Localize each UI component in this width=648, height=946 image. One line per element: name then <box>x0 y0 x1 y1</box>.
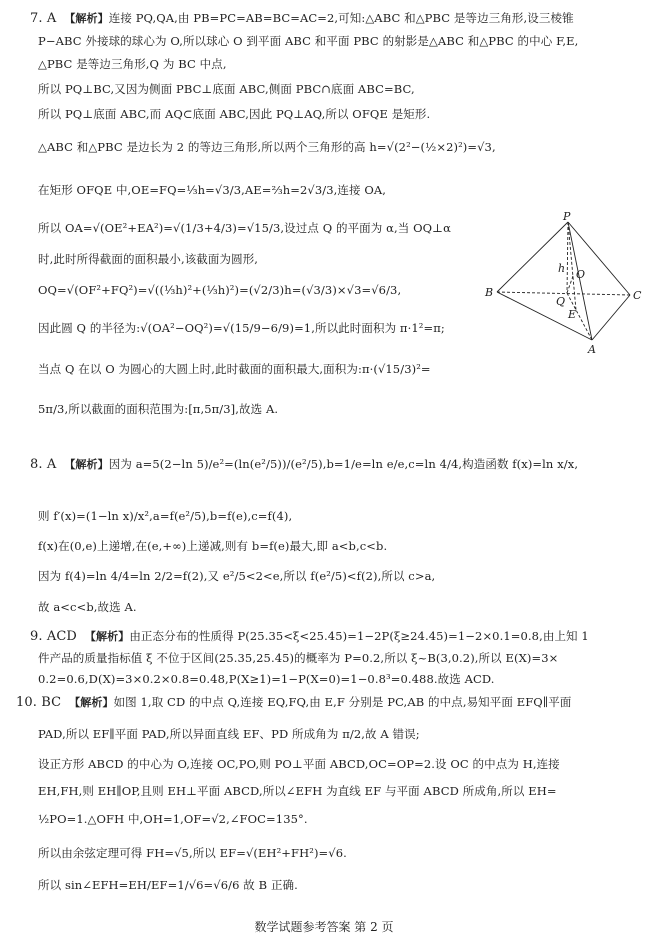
q7-line: 5π/3,所以截面的面积范围为:[π,5π/3],故选 A. <box>38 402 279 416</box>
label-E: E <box>568 308 577 321</box>
q7-line: OQ=√(OF²+FQ²)=√((⅓h)²+(⅓h)²)=(√2/3)h=(√3/3)×√3=√6/3, <box>38 283 402 297</box>
q9-line: 件产品的质量指标值 ξ 不位于区间(25.35,25.45)的概率为 P=0.2,所以 ξ~B(3,0.2),所以 E(X)=3× <box>38 651 559 665</box>
label-O: O <box>576 268 586 281</box>
q7-line: △ABC 和△PBC 是边长为 2 的等边三角形,所以两个三角形的高 h=√(2²−(½×2)²)=√3, <box>38 140 496 154</box>
label-C: C <box>633 289 642 302</box>
analysis-tag: 【解析】 <box>64 12 109 25</box>
q10-number: 10. BC <box>16 695 62 710</box>
q7-line: 所以 PQ⊥BC,又因为侧面 PBC⊥底面 ABC,侧面 PBC∩底面 ABC=BC, <box>38 82 415 96</box>
q7-line: 因此圆 Q 的半径为:√(OA²−OQ²)=√(15/9−6/9)=1,所以此时面积为 π·1²=π; <box>38 321 445 335</box>
label-h: h <box>558 262 566 275</box>
q10-line: 所以由余弦定理可得 FH=√5,所以 EF=√(EH²+FH²)=√6. <box>38 846 347 860</box>
q7-line: 当点 Q 在以 O 为圆心的大圆上时,此时截面的面积最大,面积为:π·(√15/3)²= <box>38 362 431 376</box>
q10-line: PAD,所以 EF∥平面 PAD,所以异面直线 EF、PD 所成角为 π/2,故 A 错误; <box>38 727 420 741</box>
q8-line: 因为 f(4)=ln 4/4=ln 2/2=f(2),又 e²/5<2<e,所以 f(e²/5)<f(2),所以 c>a, <box>38 569 436 583</box>
q7-number: 7. A <box>30 11 57 26</box>
label-P: P <box>563 210 571 223</box>
label-B: B <box>485 286 494 299</box>
q7-line: 时,此时所得截面的面积最小,该截面为圆形, <box>38 252 259 266</box>
q7-line: P−ABC 外接球的球心为 O,所以球心 O 到平面 ABC 和平面 PBC 的射影是△ABC 和△PBC 的中心 F,E, <box>38 34 579 48</box>
q10-line: ½PO=1.△OFH 中,OH=1,OF=√2,∠FOC=135°. <box>38 812 308 826</box>
q10-line: 10. BC 【解析】如图 1,取 CD 的中点 Q,连接 EQ,FQ,由 E,F 分别是 PC,AB 的中点,易知平面 EFQ∥平面 <box>16 695 572 710</box>
q8-line: 8. A 【解析】因为 a=5(2−ln 5)/e²=(ln(e²/5))/(e²/5),b=1/e=ln e/e,c=ln 4/4,构造函数 f(x)=ln x/x, <box>30 457 579 472</box>
q7-line: 7. A 【解析】连接 PQ,QA,由 PB=PC=AB=BC=AC=2,可知:△ABC 和△PBC 是等边三角形,设三棱锥 <box>30 11 574 26</box>
label-A: A <box>588 343 596 355</box>
q10-line: 设正方形 ABCD 的中心为 O,连接 OC,PO,则 PO⊥平面 ABCD,OC=OP=2.设 OC 的中点为 H,连接 <box>38 757 560 771</box>
analysis-tag: 【解析】 <box>84 630 130 643</box>
q8-line: f(x)在(0,e)上递增,在(e,+∞)上递减,则有 b=f(e)最大,即 a<b,c<b. <box>38 539 388 553</box>
q9-line: 0.2=0.6,D(X)=3×0.2×0.8=0.48,P(X≥1)=1−P(X=0)=1−0.8³=0.488.故选 ACD. <box>38 672 495 686</box>
q9-line: 9. ACD 【解析】由正态分布的性质得 P(25.35<ξ<25.45)=1−2P(ξ≥24.45)=1−2×0.1=0.8,由上知 1 <box>30 629 589 644</box>
page-footer: 数学试题参考答案 第 2 页 <box>254 920 394 934</box>
q8-line: 故 a<c<b,故选 A. <box>38 600 137 614</box>
q8-line: 则 f′(x)=(1−ln x)/x²,a=f(e²/5),b=f(e),c=f(4), <box>38 509 293 523</box>
q7-line: 在矩形 OFQE 中,OE=FQ=⅓h=√3/3,AE=⅔h=2√3/3,连接 OA, <box>38 183 387 197</box>
q10-line: 所以 sin∠EFH=EH/EF=1/√6=√6/6 故 B 正确. <box>38 878 298 892</box>
q8-number: 8. A <box>30 457 57 472</box>
q7-line: 所以 PQ⊥底面 ABC,而 AQ⊂底面 ABC,因此 PQ⊥AQ,所以 OFQE 是矩形. <box>38 107 431 121</box>
q10-line: EH,FH,则 EH∥OP,且则 EH⊥平面 ABCD,所以∠EFH 为直线 EF 与平面 ABCD 所成角,所以 EH= <box>38 784 557 798</box>
tetrahedron-figure <box>480 210 645 355</box>
q7-line: △PBC 是等边三角形,Q 为 BC 中点, <box>38 57 227 71</box>
q7-line: 所以 OA=√(OE²+EA²)=√(1/3+4/3)=√15/3,设过点 Q 的平面为 α,当 OQ⊥α <box>38 221 451 235</box>
analysis-tag: 【解析】 <box>64 458 109 471</box>
analysis-tag: 【解析】 <box>69 696 114 709</box>
q9-number: 9. ACD <box>30 629 77 644</box>
label-Q: Q <box>556 295 566 308</box>
